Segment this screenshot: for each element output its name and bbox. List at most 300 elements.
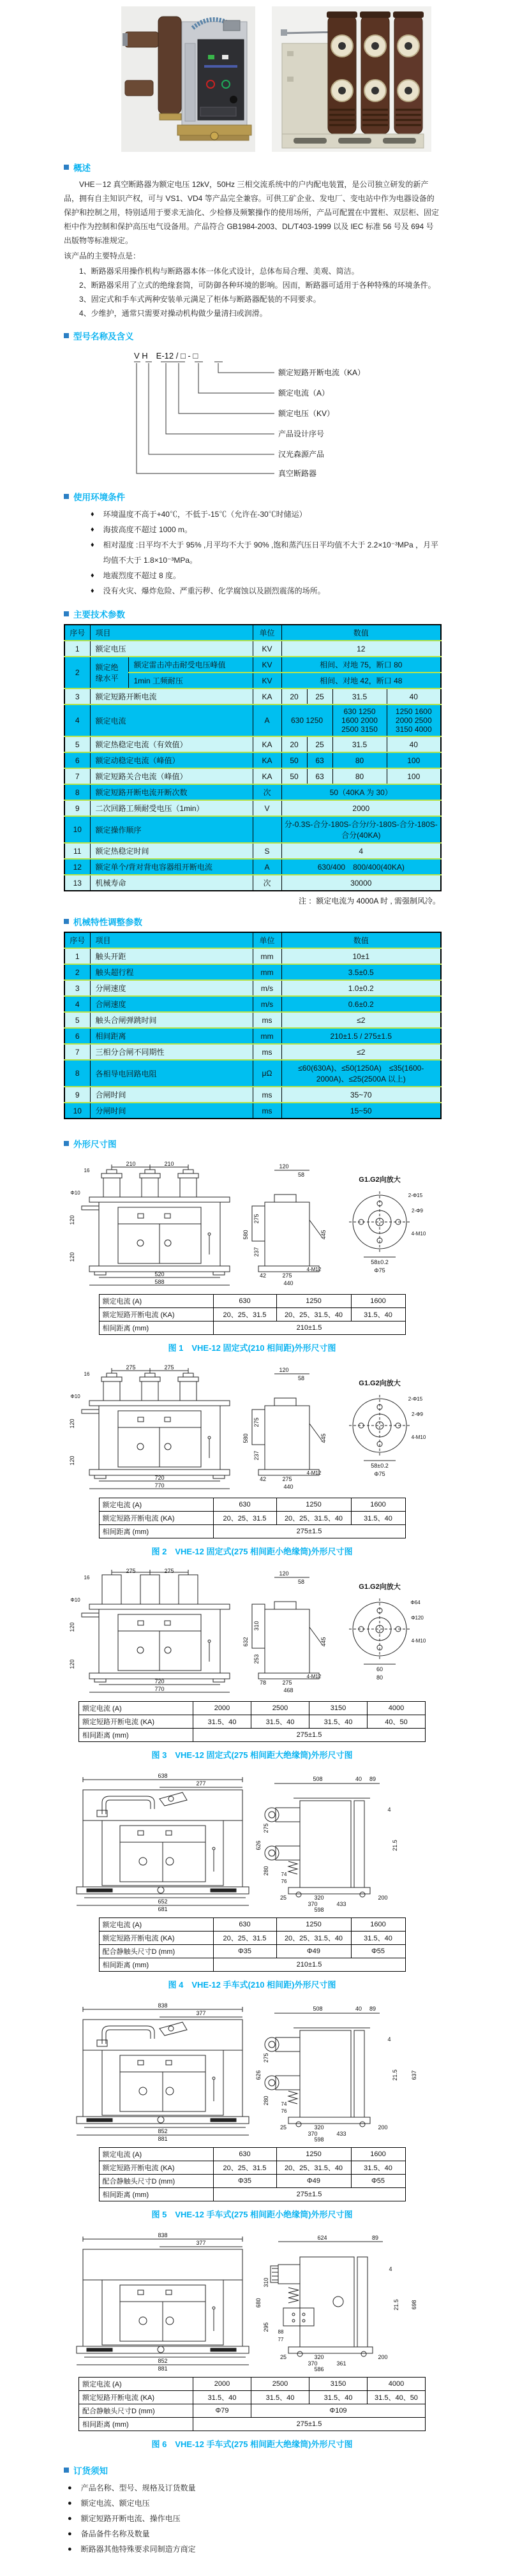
dim-label: 4-M12 — [306, 1267, 322, 1272]
dim-label: 16 — [84, 1371, 90, 1377]
dim-label: 210 — [126, 1161, 136, 1167]
cell: 31.5、40 — [309, 1715, 368, 1729]
cell: 触头合闸弹跳时间 — [90, 1012, 253, 1028]
cell: Φ35 — [213, 1945, 276, 1958]
dim-label: 433 — [336, 2131, 346, 2137]
cell: 20、25、31.5、40 — [276, 1932, 351, 1945]
cell: Φ109 — [251, 2404, 426, 2418]
dim-label: 580 — [242, 1230, 249, 1240]
dim-label: 377 — [196, 2010, 206, 2016]
cell: 合闸速度 — [90, 996, 253, 1012]
overview-heading — [64, 161, 440, 174]
dim-label: 89 — [369, 1776, 376, 1782]
model-designation-diagram — [64, 346, 440, 481]
diamond-bullet-icon: ♦ — [91, 541, 94, 549]
cell: 二次回路工频耐受电压（1min） — [90, 800, 253, 816]
cell: V — [253, 800, 281, 816]
cell: ≤2 — [281, 1044, 441, 1060]
cell: 7 — [64, 1044, 90, 1060]
cell: 31.5、40 — [351, 1932, 405, 1945]
dim-label: 21.5 — [393, 2299, 399, 2311]
dim-label: 120 — [279, 1367, 289, 1373]
dim-label: 626 — [255, 1840, 262, 1850]
dim-label: 881 — [158, 2136, 168, 2142]
cell: 额定动稳定电流（峰值） — [90, 752, 253, 768]
list-item — [91, 537, 440, 568]
cell: mm — [253, 948, 281, 964]
dim-label: 120 — [69, 1215, 75, 1225]
dim-label: 370 — [308, 1901, 318, 1907]
cell: 额定雷击冲击耐受电压峰值 — [128, 657, 253, 673]
cell: 275±1.5 — [193, 1729, 426, 1742]
cell: Φ55 — [351, 2175, 405, 2188]
dim-label: 720 — [154, 1475, 165, 1481]
cell: μΩ — [253, 1060, 281, 1087]
cell: 10±1 — [281, 948, 441, 964]
table-row — [99, 2161, 405, 2175]
figure-6 — [64, 2231, 440, 2450]
header-cell: 数值 — [281, 932, 441, 948]
dim-label: 588 — [154, 1279, 165, 1285]
cell: ≤2 — [281, 1012, 441, 1028]
table-row — [64, 996, 441, 1012]
cell: 分闸时间 — [90, 1103, 253, 1119]
dim-label: 275 — [253, 1214, 260, 1224]
dim-label: 42 — [259, 1272, 267, 1279]
figure-2 — [64, 1365, 440, 1557]
cell: 2000 — [281, 800, 441, 816]
cell: 1min 工频耐压 — [128, 673, 253, 689]
figure-caption: 图 5 VHE-12 手车式(275 相间距小绝缘筒)外形尺寸图 — [151, 2210, 353, 2219]
dim-label: 881 — [158, 2365, 168, 2372]
dim-label: 852 — [158, 2358, 168, 2364]
table-row — [64, 704, 441, 736]
cell: 50 — [281, 752, 307, 768]
model-label: 汉光森源产品 — [278, 450, 325, 459]
table-row — [64, 800, 441, 816]
dimension-drawing — [64, 1772, 440, 1912]
dim-label: 445 — [320, 1230, 327, 1240]
cell: 1250 — [276, 1295, 351, 1308]
dim-label: Φ10 — [70, 1190, 80, 1196]
dim-label: 652 — [158, 1898, 168, 1905]
cell: 额定电流 (A) — [99, 1295, 213, 1308]
cell: KV — [253, 641, 281, 657]
dim-label: 624 — [317, 2235, 327, 2241]
cell: 20、25、31.5 — [213, 1512, 276, 1525]
cell: 相间距离 (mm) — [79, 2418, 193, 2431]
header-cell: 单位 — [253, 625, 281, 641]
dim-label: 4 — [387, 1806, 391, 1813]
dim-label: 680 — [255, 2298, 262, 2308]
table-row — [99, 1498, 405, 1512]
figure-param-table — [99, 1498, 406, 1538]
cell: ≤60(630A)、≤50(1250A) ≤35(1600-2000A)、≤25(2500A 以上) — [281, 1060, 441, 1087]
list-item — [68, 2542, 440, 2557]
dim-label: 275 — [263, 1823, 269, 1833]
cell: 3.5±0.5 — [281, 964, 441, 980]
cell: 31.5、40 — [193, 1715, 251, 1729]
cell: 9 — [64, 800, 90, 816]
cell: 8 — [64, 1060, 90, 1087]
cell: 1600 — [351, 1918, 405, 1932]
header-cell: 序号 — [64, 625, 90, 641]
dim-label: 77 — [278, 2337, 284, 2342]
dim-label: 60 — [376, 1666, 383, 1672]
table-row — [64, 752, 441, 768]
table-row — [64, 1028, 441, 1044]
cell: Φ49 — [276, 2175, 351, 2188]
cell: 20 — [281, 736, 307, 752]
table-row — [99, 2148, 405, 2161]
cell: 275±1.5 — [213, 1525, 405, 1538]
dim-label: 120 — [69, 1418, 75, 1429]
cell: 额定短路开断电流 (KA) — [79, 2391, 193, 2404]
figure-3 — [64, 1568, 440, 1761]
dim-label: 508 — [313, 1776, 323, 1782]
figure-param-table — [99, 1294, 406, 1335]
diamond-bullet-icon: ♦ — [91, 510, 94, 518]
list-item-text: 环境温度不高于+40℃，不低于-15℃（允许在-30℃时储运） — [103, 510, 307, 519]
dim-label: 21.5 — [392, 1840, 398, 1851]
table-row — [64, 1044, 441, 1060]
table-row — [64, 816, 441, 843]
table-row — [79, 2404, 426, 2418]
dim-label: 720 — [154, 1678, 165, 1685]
dim-label: 632 — [242, 1637, 249, 1647]
cell: 31.5、40 — [351, 2161, 405, 2175]
dim-label: 58 — [297, 1172, 305, 1178]
section-bullet-icon — [64, 611, 69, 616]
dim-label: 21.5 — [392, 2069, 398, 2081]
cell: 31.5、40 — [309, 2391, 368, 2404]
figure-1 — [64, 1161, 440, 1353]
table-row — [64, 736, 441, 752]
cell: 630/400 800/400(40KA) — [281, 859, 441, 875]
figure-param-table — [78, 1701, 426, 1742]
cell: 6 — [64, 752, 90, 768]
cell: 2500 — [251, 2378, 309, 2391]
table-row — [64, 1060, 441, 1087]
dim-label: 277 — [196, 1780, 206, 1787]
detail-title: G1.G2向放大 — [359, 1380, 401, 1387]
cell: 1 — [64, 948, 90, 964]
dim-label: 200 — [378, 1895, 388, 1901]
circle-bullet-icon: ● — [68, 2545, 72, 2553]
dim-label: 377 — [196, 2240, 206, 2246]
dim-label: 25 — [279, 1895, 287, 1901]
figure-caption: 图 2 VHE-12 固定式(275 相间距小绝缘筒)外形尺寸图 — [151, 1547, 353, 1556]
cell: 100 — [387, 752, 441, 768]
list-item-text: 备品备件名称及数量 — [80, 2529, 150, 2538]
dim-label: 58 — [297, 1375, 305, 1381]
section-title: 外形尺寸图 — [73, 1140, 117, 1149]
dim-label: 210 — [164, 1161, 174, 1167]
table-row — [79, 2378, 426, 2391]
dim-label: 275 — [126, 1365, 136, 1371]
dim-label: 770 — [154, 1686, 165, 1692]
figure-caption: 图 3 VHE-12 固定式(275 相间距大绝缘筒)外形尺寸图 — [151, 1750, 353, 1760]
cell: 30000 — [281, 875, 441, 891]
dim-label: 280 — [263, 2096, 269, 2106]
dim-label: 637 — [411, 2070, 417, 2080]
dim-label: 120 — [69, 1252, 75, 1262]
table-row — [64, 964, 441, 980]
list-item-text: 产品名称、型号、规格及订货数量 — [80, 2483, 196, 2492]
cell: 63 — [307, 752, 332, 768]
table-row — [64, 1103, 441, 1119]
figure-4 — [64, 1772, 440, 1990]
table-row — [64, 1012, 441, 1028]
dim-label: 838 — [158, 2232, 168, 2238]
dim-label: 275 — [164, 1365, 174, 1371]
dim-label: 440 — [283, 1280, 294, 1286]
mech-params-table — [64, 932, 442, 1119]
cell: 210±1.5 / 275±1.5 — [281, 1028, 441, 1044]
cell: 31.5、40 — [251, 2391, 309, 2404]
dim-label: 4-M12 — [306, 1470, 322, 1476]
cell: 11 — [64, 843, 90, 859]
section-bullet-icon — [64, 919, 69, 924]
table-row — [99, 1295, 405, 1308]
figure-drawing — [77, 2007, 380, 2135]
cell: mm — [253, 1028, 281, 1044]
model-code: V H E-12 / □ - □ — [134, 351, 198, 361]
cell: 3150 — [309, 2378, 368, 2391]
cell: 2000 — [193, 2378, 251, 2391]
dim-label: 253 — [253, 1654, 260, 1664]
dim-label: 445 — [320, 1637, 327, 1647]
figure-param-table — [99, 1917, 406, 1972]
detail-title: G1.G2向放大 — [359, 1583, 401, 1591]
dim-label: 88 — [278, 2329, 284, 2335]
dim-label: 4 — [387, 2036, 391, 2043]
dim-label: 16 — [84, 1168, 90, 1173]
tech-params-heading — [64, 607, 440, 620]
table-row — [64, 843, 441, 859]
list-item — [68, 2511, 440, 2526]
cell: 31.5 — [332, 689, 387, 704]
cell: 20、25、31.5、40 — [276, 1308, 351, 1322]
feature-item: 1、断路器采用操作机构与断路器本体一体化式设计，总体布局合理、美观、简洁。 — [79, 267, 359, 276]
dim-label: 76 — [281, 2108, 287, 2114]
cell: 额定短路开断电流开断次数 — [90, 784, 253, 800]
cell: 相间距离 (mm) — [99, 1525, 213, 1538]
table-row — [64, 980, 441, 996]
ordering-heading — [64, 2464, 440, 2476]
dim-label: Φ64 — [410, 1600, 420, 1605]
cell: 分-0.3S-合分-180S-合分/分-180S-合分-180S-合分(40KA) — [281, 816, 441, 843]
cell: 1.0±0.2 — [281, 980, 441, 996]
cell: 40、50 — [368, 1715, 426, 1729]
section-bullet-icon — [64, 1141, 69, 1146]
cell: 相间、对地 42，断口 48 — [281, 673, 441, 689]
dim-label: 361 — [336, 2360, 346, 2367]
figure-5 — [64, 2002, 440, 2220]
dim-label: 580 — [242, 1433, 249, 1443]
table-row — [64, 1087, 441, 1103]
table-row — [64, 875, 441, 891]
cell: 额定热稳定电流（有效值） — [90, 736, 253, 752]
table-row — [64, 657, 441, 673]
cell: 配合静触头尺寸D (mm) — [99, 1945, 213, 1958]
table-row — [99, 1932, 405, 1945]
model-label: 产品设计序号 — [278, 429, 325, 438]
cell: 275±1.5 — [193, 2418, 426, 2431]
dim-label: 586 — [314, 2366, 324, 2372]
breaker-poles-photo — [272, 6, 431, 152]
table-row — [64, 689, 441, 704]
dim-label: 310 — [263, 2277, 269, 2288]
dim-label: 237 — [253, 1247, 260, 1257]
dim-label: 25 — [279, 2124, 287, 2131]
cell: 210±1.5 — [213, 1958, 405, 1972]
dim-label: 120 — [69, 1622, 75, 1632]
table-row — [99, 1945, 405, 1958]
header-cell: 数值 — [281, 625, 441, 641]
poles-illustration — [281, 11, 424, 148]
cell: 31.5、40 — [351, 1308, 405, 1322]
circle-bullet-icon: ● — [68, 2484, 72, 2492]
cell: 20、25、31.5 — [213, 1932, 276, 1945]
model-heading — [64, 329, 440, 342]
dim-label: 4-M10 — [411, 1638, 426, 1644]
cell: Φ79 — [193, 2404, 251, 2418]
cell: 次 — [253, 875, 281, 891]
table-row — [79, 2391, 426, 2404]
dim-label: Φ75 — [374, 1471, 385, 1477]
dim-label: 370 — [308, 2131, 318, 2137]
list-item-text: 海拔高度不超过 1000 m。 — [103, 525, 192, 534]
detail-title: G1.G2向放大 — [359, 1176, 401, 1184]
dim-label: 25 — [279, 2354, 287, 2360]
cell: 额定短路开断电流 (KA) — [79, 1715, 193, 1729]
figure-drawing — [77, 2237, 383, 2365]
dim-label: 320 — [314, 2124, 324, 2131]
cell: 8 — [64, 784, 90, 800]
cell: 50（40KA 为 30） — [281, 784, 441, 800]
cell: 3 — [64, 980, 90, 996]
cell: 20、25、31.5、40 — [276, 1512, 351, 1525]
cell: ms — [253, 1103, 281, 1119]
cell: 5 — [64, 736, 90, 752]
cell: 各相导电回路电阻 — [90, 1060, 253, 1087]
cell: 10 — [64, 1103, 90, 1119]
section-title: 概述 — [73, 163, 91, 173]
dim-label: 275 — [282, 1476, 292, 1482]
dim-label: 280 — [263, 1866, 269, 1876]
cell: 6 — [64, 1028, 90, 1044]
list-item-text: 额定电流、额定电压 — [80, 2499, 150, 2508]
cell: 额定短路关合电流（峰值） — [90, 768, 253, 784]
cell: 1250 — [276, 1918, 351, 1932]
tech-params-table — [64, 624, 442, 891]
cell: 额定电压 — [90, 641, 253, 657]
list-item — [91, 507, 440, 522]
cell: 1600 — [351, 1498, 405, 1512]
figure-param-table — [78, 2377, 426, 2431]
section-title: 使用环境条件 — [73, 493, 125, 502]
header-cell: 项目 — [90, 625, 253, 641]
cell: 20、25、31.5、40 — [276, 2161, 351, 2175]
cell: 100 — [387, 768, 441, 784]
table-row — [99, 1322, 405, 1335]
cell: 40 — [387, 736, 441, 752]
cell: 15~50 — [281, 1103, 441, 1119]
cell: A — [253, 704, 281, 736]
model-label: 额定电流（A） — [278, 389, 330, 398]
cell: 额定电流 (A) — [79, 2378, 193, 2391]
cell: 31.5、40 — [251, 1715, 309, 1729]
cell: 31.5、40 — [193, 2391, 251, 2404]
cell: 50 — [281, 768, 307, 784]
dim-label: 120 — [279, 1570, 289, 1577]
cell: 额定电流 (A) — [99, 1918, 213, 1932]
cell: 1 — [64, 641, 90, 657]
cell: 额定电流 — [90, 704, 253, 736]
model-label: 真空断路器 — [278, 469, 317, 478]
features-intro: 该产品的主要特点是： — [64, 251, 141, 260]
cell: KV — [253, 673, 281, 689]
dim-label: Φ75 — [374, 1267, 385, 1274]
table-row — [99, 1512, 405, 1525]
cell: KV — [253, 657, 281, 673]
dim-label: 275 — [253, 1417, 260, 1427]
cell: 31.5、40、50 — [368, 2391, 426, 2404]
table-row — [79, 1702, 426, 1715]
dim-label: 200 — [378, 2124, 388, 2131]
environment-heading — [64, 490, 440, 503]
cell: 20 — [281, 689, 307, 704]
dim-label: 58±0.2 — [371, 1259, 389, 1265]
dim-label: 16 — [84, 1575, 90, 1581]
list-item — [91, 522, 440, 537]
dim-label: 370 — [308, 2360, 318, 2367]
section-bullet-icon — [64, 165, 69, 170]
dim-label: 4-M10 — [411, 1231, 426, 1237]
dim-label: 638 — [158, 1773, 168, 1779]
list-item-text: 额定短路开断电流、操作电压 — [80, 2514, 181, 2523]
cell: 额定电流 (A) — [99, 2148, 213, 2161]
cell: 相间距离 (mm) — [99, 2188, 213, 2201]
table-row — [64, 784, 441, 800]
dim-label: 508 — [313, 2006, 323, 2012]
dim-label: 40 — [355, 1776, 362, 1782]
cell: KA — [253, 768, 281, 784]
cell: 210±1.5 — [213, 1322, 405, 1335]
section-bullet-icon — [64, 2468, 69, 2473]
cell: 630 — [213, 1498, 276, 1512]
dim-label: 440 — [283, 1484, 294, 1490]
cell: 额定电流 (A) — [79, 1702, 193, 1715]
table-row — [79, 1715, 426, 1729]
cell: 35~70 — [281, 1087, 441, 1103]
cell: 1250 — [276, 2148, 351, 2161]
figure-drawing — [77, 1777, 380, 1905]
figure-param-table — [99, 2147, 406, 2201]
table-row — [99, 1308, 405, 1322]
cell: 25 — [307, 736, 332, 752]
table-header-row — [64, 625, 441, 641]
cell: 额定短路开断电流 (KA) — [99, 1308, 213, 1322]
environment-list — [64, 507, 440, 599]
cell: 合闸时间 — [90, 1087, 253, 1103]
cell: 20、25、31.5 — [213, 1308, 276, 1322]
cell: 额定单个/背对背电容器组开断电流 — [90, 859, 253, 875]
dim-label: Φ10 — [70, 1597, 80, 1603]
dim-label: 770 — [154, 1482, 165, 1489]
table-row — [79, 2418, 426, 2431]
